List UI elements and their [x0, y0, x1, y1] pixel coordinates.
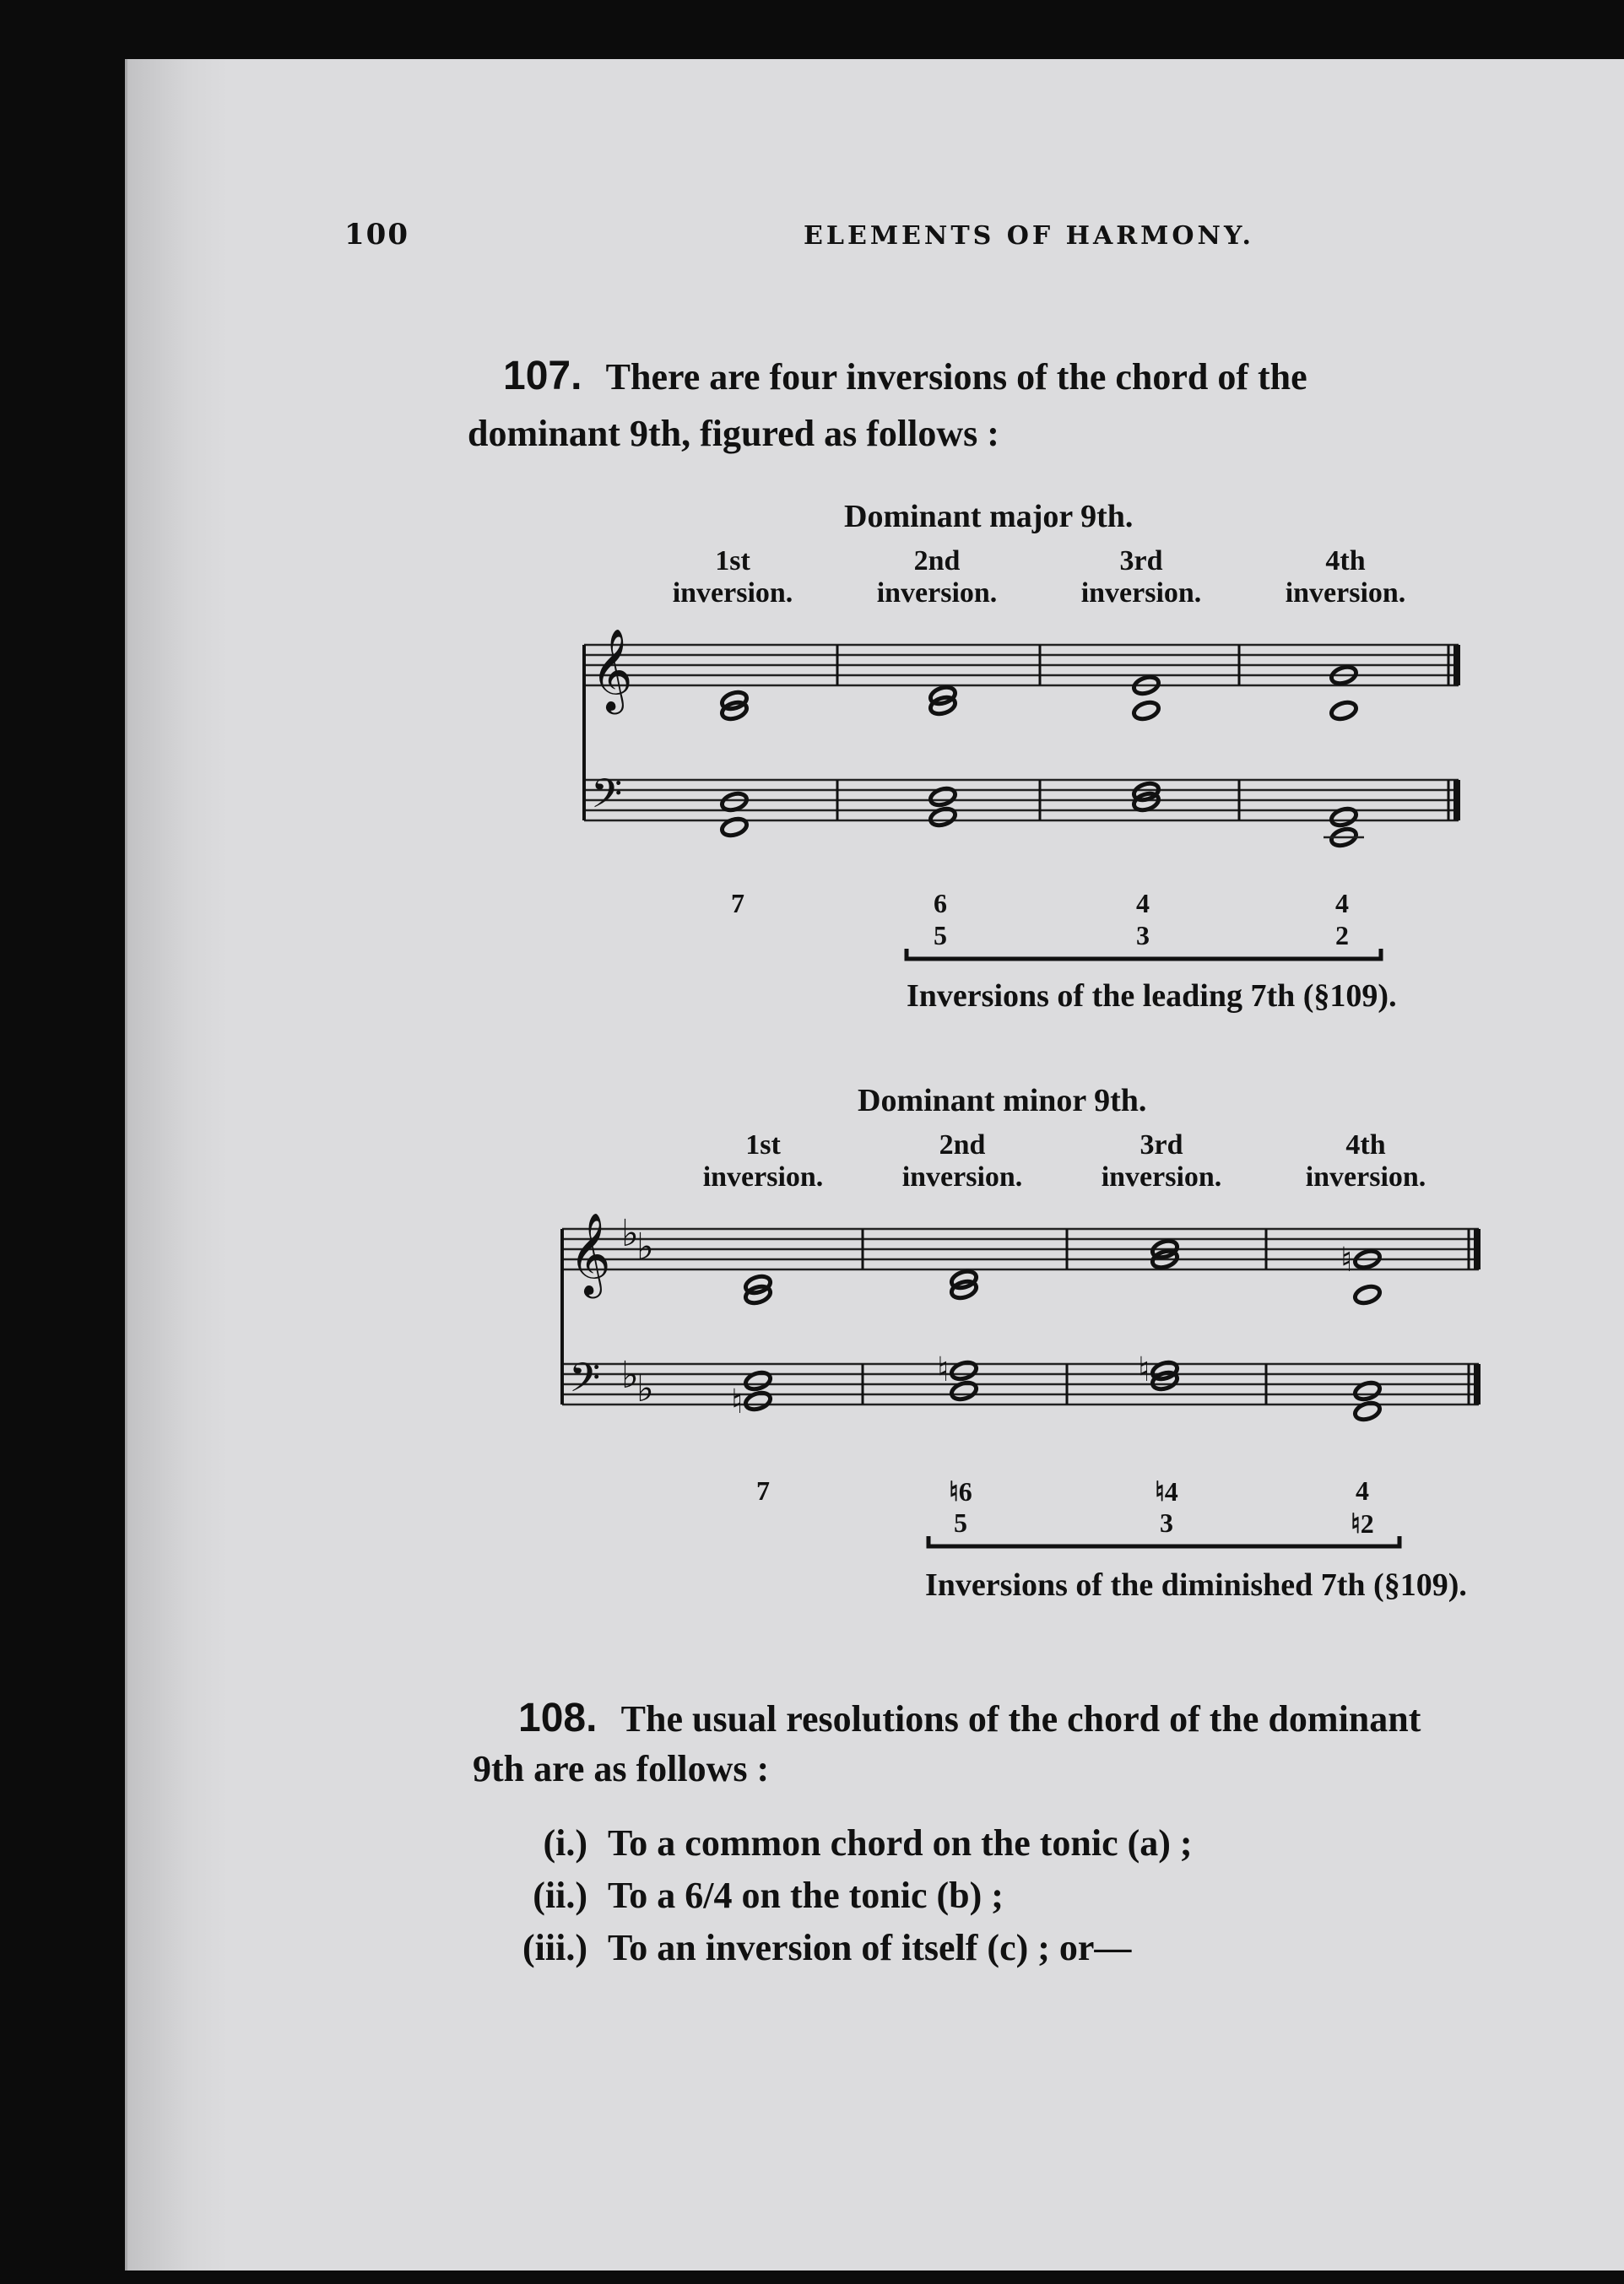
inversion-label: 4th inversion. [1285, 545, 1406, 609]
whole-note [928, 806, 957, 828]
bass-clef-icon: 𝄢 [591, 770, 623, 827]
whole-note [950, 1360, 978, 1382]
final-bar-thick [1453, 780, 1460, 820]
figured-bass-bottom: 3 [1136, 920, 1150, 950]
flat-sign-icon: ♭ [621, 1212, 639, 1255]
section-107-line-2: dominant 9th, figured as follows : [468, 413, 999, 454]
example-minor-title: Dominant minor 9th. [858, 1083, 1147, 1118]
figured-bass-top: 4 [1136, 888, 1150, 918]
section-108-line-1 [518, 1695, 1421, 1741]
whole-note [1329, 700, 1358, 722]
resolution-item-number: (iii.) [522, 1927, 587, 1968]
section-108-line-2: 9th are as follows : [473, 1748, 770, 1789]
whole-note [1353, 1380, 1382, 1402]
final-bar-thick [1474, 1229, 1481, 1269]
resolution-item [486, 1926, 1131, 1969]
whole-note [744, 1284, 772, 1306]
caption-leading-7th: Inversions of the leading 7th (§109). [907, 978, 1397, 1014]
inversion-label: 2nd inversion. [876, 545, 998, 609]
figured-bass-bottom: 5 [954, 1507, 967, 1538]
natural-sign-icon: ♮ [731, 1383, 744, 1421]
natural-sign-icon: ♮ [937, 1350, 950, 1389]
example-major-title: Dominant major 9th. [844, 499, 1134, 534]
figured-bass-bottom: 3 [1160, 1507, 1173, 1538]
page-binding-edge [127, 59, 229, 2270]
natural-sign-icon: ♮ [1340, 1241, 1353, 1280]
whole-note [928, 786, 957, 808]
whole-note [1353, 1284, 1382, 1306]
resolution-item-text: To a common chord on the tonic (a) ; [608, 1822, 1193, 1864]
figured-bass-bottom: ♮2 [1351, 1508, 1374, 1539]
resolution-item-number: (ii.) [533, 1875, 587, 1916]
resolution-item-number: (i.) [543, 1822, 587, 1864]
section-number-107: 107. [503, 354, 582, 398]
bracket-leading-7th [903, 947, 1384, 972]
music-example-minor [552, 1209, 1489, 1462]
section-108-text-1: The usual resolutions of the chord of the dominant [620, 1698, 1421, 1740]
bracket-diminished-7th [925, 1534, 1403, 1560]
inversion-label: 3rd inversion. [1101, 1129, 1222, 1193]
resolution-item-text: To a 6/4 on the tonic (b) ; [608, 1875, 1004, 1916]
inversion-label: 3rd inversion. [1080, 545, 1202, 609]
figured-bass-top: 6 [934, 888, 947, 918]
inversion-label: 1st inversion. [702, 1129, 824, 1193]
figured-bass-top: 4 [1335, 888, 1349, 918]
section-107-line-1 [503, 353, 1307, 399]
figured-bass-top: 7 [756, 1475, 770, 1506]
page-number: 100 [344, 218, 409, 252]
final-bar-thick [1453, 645, 1460, 685]
flat-sign-icon: ♭ [636, 1226, 654, 1269]
figured-bass-top: 7 [731, 888, 744, 918]
whole-note [744, 1390, 772, 1412]
treble-clef-icon: 𝄞 [569, 1212, 611, 1295]
caption-diminished-7th: Inversions of the diminished 7th (§109). [925, 1567, 1467, 1603]
music-example-major [574, 625, 1469, 878]
figured-bass-bottom: 5 [934, 920, 947, 950]
inversion-label: 2nd inversion. [901, 1129, 1023, 1193]
bass-clef-icon: 𝄢 [569, 1354, 601, 1411]
whole-note [1150, 1370, 1179, 1392]
inversion-label: 1st inversion. [672, 545, 793, 609]
natural-sign-icon: ♮ [1138, 1350, 1150, 1389]
figured-bass-top: ♮6 [949, 1476, 972, 1507]
whole-note [950, 1380, 978, 1402]
whole-note [720, 816, 749, 838]
resolution-item-text: To an inversion of itself (c) ; or— [608, 1927, 1132, 1968]
resolution-item [486, 1874, 1004, 1917]
section-107-text-1: There are four inversions of the chord of the [605, 356, 1307, 398]
whole-note [744, 1370, 772, 1392]
final-bar-thick [1474, 1364, 1481, 1404]
flat-sign-icon: ♭ [621, 1354, 639, 1397]
resolution-item [486, 1821, 1193, 1865]
whole-note [1324, 826, 1364, 848]
inversion-label: 4th inversion. [1305, 1129, 1426, 1193]
section-number-108: 108. [518, 1696, 598, 1740]
figured-bass-top: ♮4 [1155, 1476, 1178, 1507]
flat-sign-icon: ♭ [636, 1367, 654, 1410]
whole-note [950, 1279, 978, 1301]
treble-clef-icon: 𝄞 [591, 628, 633, 711]
figured-bass-bottom: 2 [1335, 920, 1349, 950]
whole-note [1353, 1400, 1382, 1422]
whole-note [1329, 806, 1358, 828]
whole-note [1132, 700, 1161, 722]
whole-note [720, 700, 749, 722]
figured-bass-top: 4 [1356, 1475, 1369, 1506]
running-title: ELEMENTS OF HARMONY. [804, 221, 1254, 251]
whole-note [928, 695, 957, 717]
